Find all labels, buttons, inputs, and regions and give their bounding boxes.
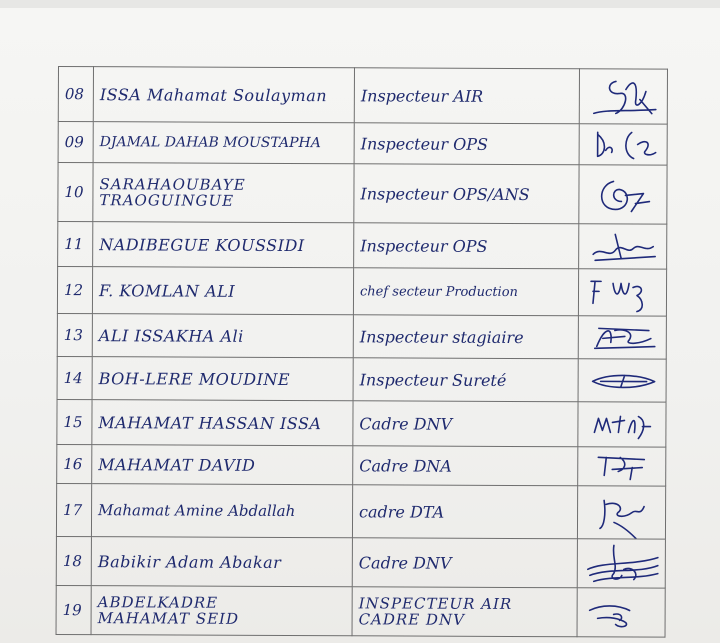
- person-name: [93, 163, 354, 223]
- signature-cell: [578, 269, 666, 316]
- person-name: NADIBEGUE KOUSSIDI: [93, 222, 354, 268]
- row-number: 10: [58, 163, 93, 222]
- page-top-edge: [0, 0, 720, 8]
- handwritten-signature: [584, 447, 659, 485]
- handwritten-signature: [584, 539, 659, 587]
- handwritten-signature: [585, 359, 660, 401]
- table-row: [58, 163, 667, 225]
- table-row: [57, 399, 666, 447]
- table-row: [57, 356, 666, 402]
- person-role: Cadre DNV: [353, 401, 578, 447]
- signature-cell: [579, 69, 667, 124]
- person-name: BOH-LERE MOUDINE: [92, 357, 353, 401]
- handwritten-signature: [584, 588, 659, 636]
- person-role: Inspecteur OPS: [354, 123, 579, 165]
- person-name-line1: SARAHAOUBAYE: [99, 175, 246, 194]
- handwritten-signature: [584, 402, 659, 446]
- person-role: Inspecteur OPS/ANS: [354, 164, 579, 224]
- person-name: MAHAMAT DAVID: [92, 445, 353, 485]
- signature-cell: [578, 359, 666, 402]
- handwritten-signature: [586, 69, 661, 123]
- person-name: ALI ISSAKHA Ali: [92, 314, 353, 358]
- row-number: 15: [57, 399, 92, 444]
- row-number: 18: [56, 536, 91, 585]
- table-row: [56, 536, 665, 588]
- person-role: [352, 587, 577, 637]
- person-role: Inspecteur AIR: [354, 68, 579, 124]
- signature-cell: [577, 486, 665, 539]
- handwritten-signature: [585, 316, 660, 358]
- person-role: Inspecteur Sureté: [353, 358, 578, 402]
- person-role-line1: INSPECTEUR AIR: [358, 594, 513, 613]
- person-role: Cadre DNA: [353, 446, 578, 486]
- handwritten-signature: [584, 486, 659, 538]
- row-number: 14: [57, 356, 92, 399]
- handwritten-signature: [586, 124, 661, 164]
- handwritten-signature: [585, 224, 660, 268]
- table-row: [58, 67, 667, 125]
- person-name: [91, 586, 352, 636]
- signature-cell: [578, 447, 666, 486]
- signature-cell: [578, 402, 666, 447]
- table-row: [57, 444, 666, 486]
- person-name-line1: ABDELKADRE: [97, 593, 219, 612]
- person-name: ISSA Mahamat Soulayman: [93, 67, 354, 123]
- person-role: Inspecteur OPS: [354, 223, 579, 269]
- person-name: DJAMAL DAHAB MOUSTAPHA: [93, 122, 354, 164]
- person-name: Mahamat Amine Abdallah: [91, 484, 352, 538]
- person-role-line2: CADRE DNV: [358, 610, 465, 629]
- handwritten-signature: [585, 269, 660, 315]
- person-role: chef secteur Production: [353, 268, 578, 316]
- row-number: 19: [56, 585, 91, 634]
- row-number: 08: [58, 67, 93, 122]
- signature-cell: [577, 588, 665, 637]
- person-role: Inspecteur stagiaire: [353, 315, 578, 359]
- signature-cell: [577, 539, 665, 588]
- person-name: Babikir Adam Abakar: [91, 537, 352, 587]
- table-row: [56, 585, 665, 637]
- signature-cell: [578, 316, 666, 359]
- person-name: MAHAMAT HASSAN ISSA: [92, 400, 353, 446]
- person-role: cadre DTA: [352, 485, 577, 539]
- person-name-line2: MAHAMAT SEID: [97, 609, 240, 628]
- person-name-line2: TRAOGUINGUE: [99, 191, 235, 210]
- row-number: 17: [56, 483, 91, 536]
- row-number: 11: [58, 222, 93, 267]
- row-number: 09: [58, 122, 93, 163]
- table-row: [57, 313, 666, 359]
- row-number: 13: [57, 313, 92, 356]
- row-number: 16: [57, 444, 92, 483]
- handwritten-signature: [585, 165, 660, 223]
- table-row: [56, 483, 665, 539]
- table-row: [58, 122, 667, 166]
- person-role: Cadre DNV: [352, 538, 577, 588]
- row-number: 12: [57, 267, 92, 314]
- person-name: F. KOMLAN ALI: [92, 267, 353, 315]
- signature-cell: [579, 224, 667, 269]
- signature-cell: [579, 124, 667, 165]
- attendance-table: [56, 66, 668, 638]
- signature-cell: [579, 165, 667, 224]
- table-row: [57, 267, 666, 317]
- table-row: [58, 222, 667, 270]
